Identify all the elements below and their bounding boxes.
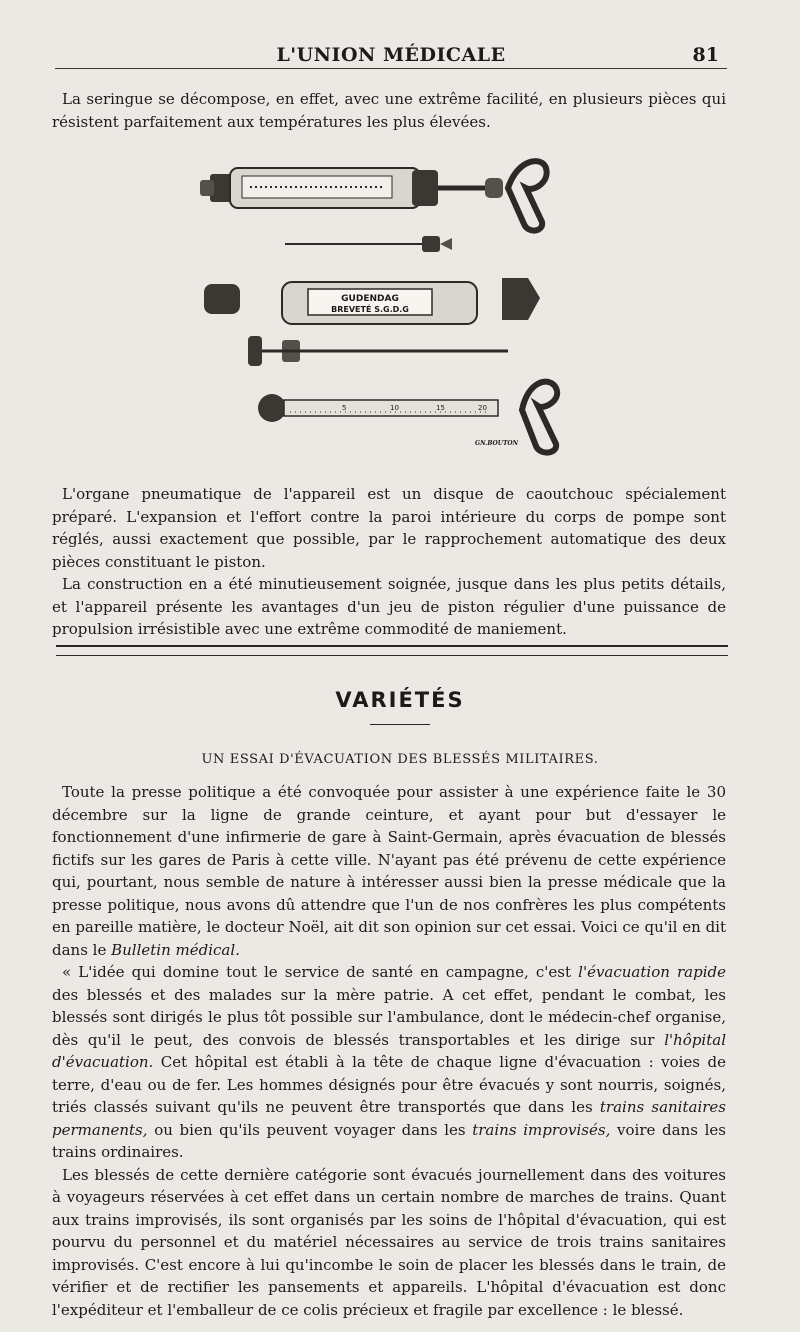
- article-paragraph-1: [52, 781, 726, 961]
- p2-trains-improvises: trains improvisés,: [472, 1120, 611, 1139]
- scale-mark-20: 20: [478, 404, 487, 412]
- description-paragraph-1: L'organe pneumatique de l'appareil est un disque de caoutchouc spécialement préparé. L'expansion et l'effort contre la paroi intérieure du corps de pompe sont réglés, aussi exactement que possible, par le rapprochement automatique des deux pièces constituant le piston.: [52, 485, 726, 571]
- page-header: [55, 38, 727, 69]
- running-title: L'UNION MÉDICALE: [276, 44, 506, 66]
- p2-part-a: « L'idée qui domine tout le service de santé en campagne, c'est: [62, 963, 579, 981]
- p2-part-d: ou bien qu'ils peuvent voyager dans les: [147, 1120, 473, 1139]
- description-paragraph-2: La construction en a été minutieusement soignée, jusque dans les plus petits détails, et l'appareil présente les avantages d'un jeu de piston régulier d'une puissance de propulsion irrésistible avec une extrême commodité de maniement.: [52, 575, 726, 638]
- section-divider: [56, 645, 728, 656]
- scale-mark-5: 5: [342, 404, 347, 412]
- needle: [285, 236, 452, 252]
- p2-part-b: des blessés et des malades sur la mère patrie. A cet effet, pendant le combat, les blessés sont dirigés le plus tôt possible sur l'ambulance, dont le médecin-chef organise, dès qu'il le peut, des convois de blessés transportables et les dirige sur: [52, 985, 726, 1049]
- barrel-label-brand: GUDENDAG: [341, 294, 399, 304]
- article-paragraph-1-text: Toute la presse politique a été convoquée pour assister à une expérience faite le 30 décembre sur la ligne de grande ceinture, et ayant pour but d'essayer le fonctionnement d'une infirmerie de gare à Saint-Germain, après évacuation de blessés fictifs sur les gares de Paris à cette ville. N'ayant pas été prévenu de cette expérience qui, pourtant, nous semble de nature à intéresser aussi bien la presse médicale que la presse politique, nous avons dû attendre que l'un de nos confrères les plus compétents en pareille matière, le docteur Noël, ait dit son opinion sur cet essai. Voici ce qu'il en dit dans le: [52, 783, 726, 959]
- article-title: UN ESSAI D'ÉVACUATION DES BLESSÉS MILITAIRES.: [201, 752, 599, 767]
- intro-paragraph: La seringue se décompose, en effet, avec une extrême facilité, en plusieurs pièces qui résistent parfaitement aux températures les plus élevées.: [52, 90, 726, 131]
- scale-mark-10: 10: [390, 404, 399, 412]
- p2-trains-permanents: trains sanitaires permanents,: [52, 1098, 726, 1139]
- article-paragraph-2: [52, 961, 726, 1164]
- section-title: VARIÉTÉS: [335, 688, 465, 712]
- p2-evacuation-rapide: l'évacuation rapide: [578, 963, 727, 981]
- p2-part-e: voire dans les trains ordinaires.: [52, 1120, 726, 1161]
- engraver-signature: GN.BOUTON: [475, 440, 519, 447]
- title-underline: [370, 724, 430, 725]
- syringe-illustration: [190, 148, 570, 470]
- p2-hopital-evacuation: l'hôpital d'évacuation.: [52, 1030, 726, 1071]
- scale-mark-15: 15: [436, 404, 445, 412]
- piston-rod: [248, 336, 508, 366]
- assembled-syringe: [200, 161, 547, 230]
- article-paragraph-3: Les blessés de cette dernière catégorie sont évacués journellement dans des voitures à voyageurs réservées à cet effet dans un certain nombre de marches de trains. Quant aux trains improvisés, ils sont organisés par les soins de l'hôpital d'évacuation, qui est pourvu du personnel et du matériel nécessaires au service de trois trains sanitaires improvisés. C'est encore à lui qu'incombe le soin de placer les blessés dans le train, de vérifier et de rectifier les pansements et appareils. L'hôpital d'évacuation est donc l'expéditeur et l'emballeur de ce colis précieux et fragile par excellence : le blessé.: [52, 1165, 726, 1319]
- description-block: [52, 483, 726, 641]
- barrel-label-patent: BREVETÉ S.G.D.G: [331, 305, 409, 314]
- article-body: [52, 781, 726, 1321]
- bulletin-medical-reference: Bulletin médical.: [111, 940, 240, 959]
- page-number: 81: [692, 44, 719, 66]
- intro-block: [52, 88, 726, 133]
- p2-part-c: Cet hôpital est établi à la tête de chaque ligne d'évacuation : voies de terre, d'eau ou de fer. Les hommes désignés pour être évacués y sont nourris, soignés, triés classés suivant qu'ils ne peuvent être transportés que dans les: [52, 1053, 726, 1116]
- barrel-parts: [204, 278, 540, 324]
